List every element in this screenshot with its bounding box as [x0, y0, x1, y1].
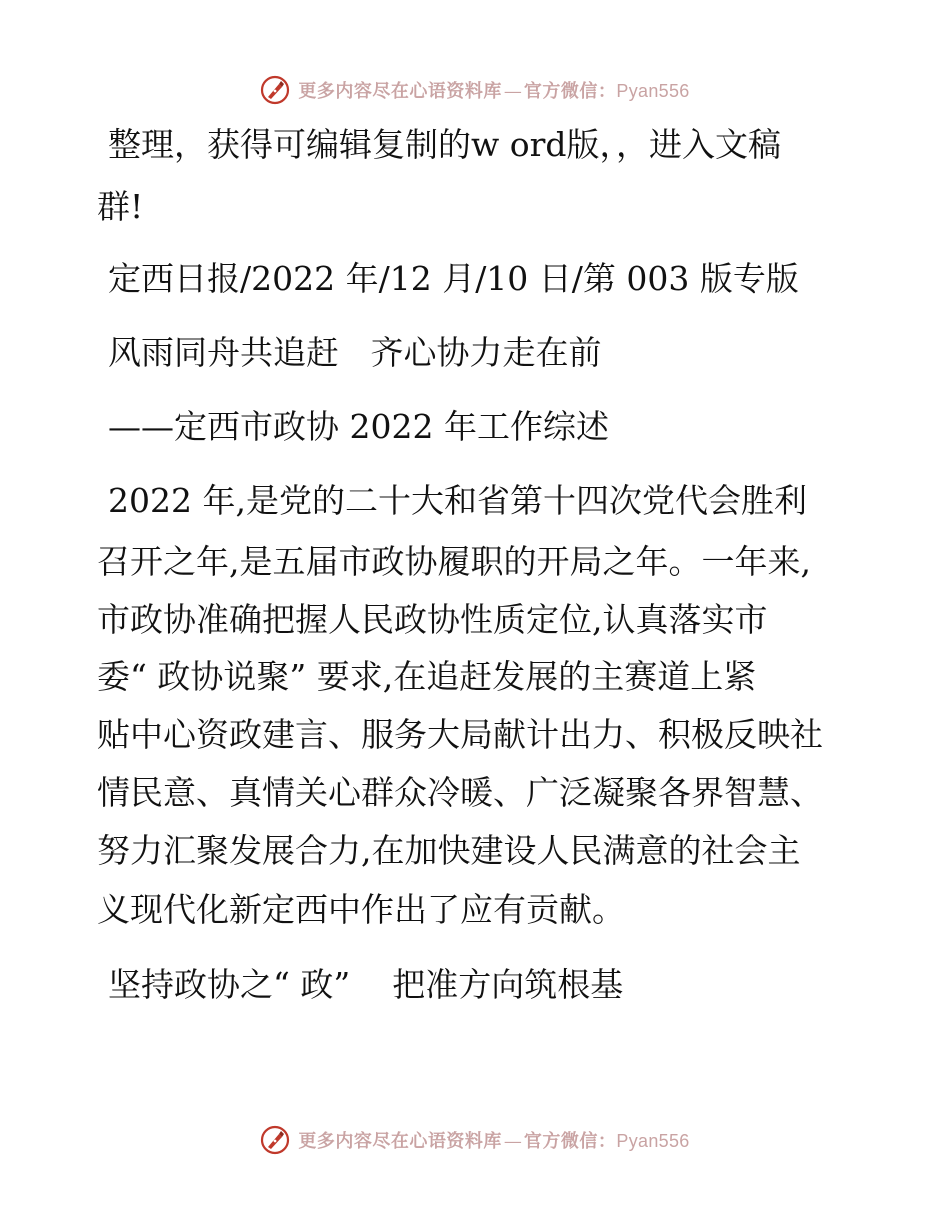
footer-watermark [0, 1120, 950, 1160]
doc-line-source: 定西日报/2022 年/12 月/10 日/第 003 版专版 [108, 259, 799, 298]
doc-line: 群! [97, 187, 144, 226]
doc-section-heading: 坚持政协之“ 政” 把准方向筑根基 [108, 965, 624, 1004]
watermark-wechat-id: Pyan556 [616, 1131, 690, 1151]
watermark-site-text: 更多内容尽在心语资料库 [298, 1131, 502, 1152]
doc-line: 努力汇聚发展合力,在加快建设人民满意的社会主 [97, 831, 801, 870]
doc-line: 召开之年,是五届市政协履职的开局之年。一年来, [97, 542, 811, 581]
doc-line: 市政协准确把握人民政协性质定位,认真落实市 [97, 600, 768, 639]
doc-line: 2022 年,是党的二十大和省第十四次党代会胜利 [108, 481, 807, 520]
doc-subtitle: ——定西市政协 2022 年工作综述 [108, 407, 609, 446]
watermark-wechat-label: 官方微信： [523, 81, 617, 102]
watermark-wechat-id: Pyan556 [616, 81, 690, 101]
watermark-wechat-label: 官方微信： [523, 1131, 617, 1152]
watermark-site-text: 更多内容尽在心语资料库 [298, 81, 502, 102]
doc-line: 贴中心资政建言、服务大局献计出力、积极反映社 [97, 715, 823, 754]
doc-line: 委“ 政协说聚” 要求,在追赶发展的主赛道上紧 [97, 657, 757, 696]
watermark-dash: — [503, 81, 522, 102]
doc-line: 义现代化新定西中作出了应有贡献。 [97, 890, 625, 929]
fountain-pen-logo-icon [260, 1125, 290, 1155]
doc-line: 情民意、真情关心群众冷暖、广泛凝聚各界智慧、 [97, 773, 823, 812]
watermark-dash: — [503, 1131, 522, 1152]
doc-title: 风雨同舟共追赶 齐心协力走在前 [108, 333, 602, 372]
doc-line: 整理，获得可编辑复制的w ord版，，进入文稿 [108, 125, 782, 164]
